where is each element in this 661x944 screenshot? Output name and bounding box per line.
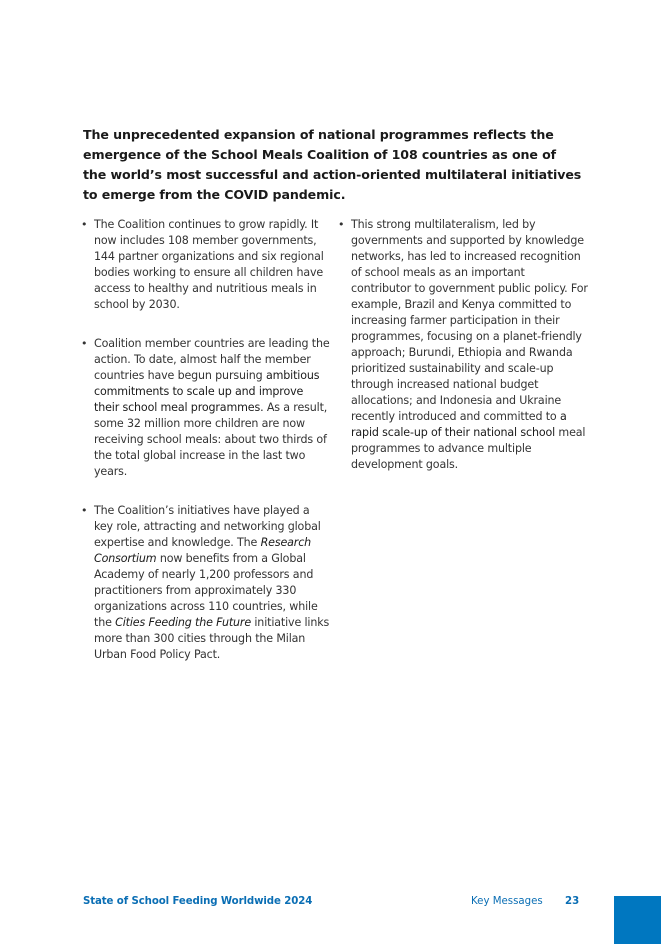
bullet-text: This strong multilateralism, led by governments and supported by knowledge networks, has led to increased recognition of school meals as an important contributor to government public policy. For example, Brazil and Kenya committed to increasing farmer participation in their programmes, focusing on a planet-friendly approach; Burundi, Ethiopia and Rwanda prioritized sustainability and scale-up through increased national budget allocations; and Indonesia and Ukraine recently introduced and committed to bbox=[351, 218, 588, 423]
bullet-text: Coalition member countries are leading the action. To date, almost half the member countries have begun pursuing bbox=[94, 337, 330, 382]
bullet-text: meal programmes to advance multiple development goals. bbox=[351, 426, 586, 471]
intro-heading: The unprecedented expansion of national programmes reflects the emergence of the School Meals Coalition of 108 countries as one of the world’s most successful and action-oriented multilateral initiatives to emerge from the COVID pandemic. bbox=[83, 127, 582, 202]
footer-section-name: Key Messages bbox=[471, 896, 543, 907]
bullet-item bbox=[81, 336, 331, 480]
bullet-text: now benefits from a Global Academy of nearly 1,200 professors and practitioners from approximately 330 organizations across 110 countries, while the bbox=[94, 552, 318, 629]
bullet-text: The Coalition continues to grow rapidly. It now includes 108 member governments, 144 partner organizations and six regional bodies working to ensure all children have access to healthy and nutritious meals in school by 2030. bbox=[94, 218, 324, 311]
footer-publication-title: State of School Feeding Worldwide 2024 bbox=[83, 896, 313, 907]
bullet-icon: • bbox=[81, 218, 88, 231]
page-number: 23 bbox=[565, 896, 580, 907]
scale-up-link[interactable]: a rapid scale-up of their national school bbox=[351, 410, 567, 439]
research-consortium-name: Research Consortium bbox=[94, 536, 312, 565]
bullet-text: As a result, some 32 million more children are now receiving school meals: about two thirds of the total global increase in the last two years. bbox=[94, 401, 328, 478]
cities-feeding-future-name: Cities Feeding the Future bbox=[115, 616, 251, 629]
commitments-link[interactable]: ambitious commitments to scale up and improve their school meal programmes. bbox=[94, 369, 320, 414]
bullet-icon: • bbox=[81, 337, 88, 350]
bullet-text: initiative links more than 300 cities through the Milan Urban Food Policy Pact. bbox=[94, 616, 330, 661]
right-column-bullets bbox=[338, 217, 588, 496]
bullet-item bbox=[81, 217, 331, 313]
corner-accent-block bbox=[614, 896, 661, 944]
bullet-icon: • bbox=[81, 504, 88, 517]
bullet-text: The Coalition’s initiatives have played a key role, attracting and networking global expertise and knowledge. The bbox=[94, 504, 321, 549]
bullet-item bbox=[81, 503, 331, 663]
bullet-item bbox=[338, 217, 588, 473]
left-column-bullets bbox=[81, 217, 331, 686]
bullet-icon: • bbox=[338, 218, 345, 231]
